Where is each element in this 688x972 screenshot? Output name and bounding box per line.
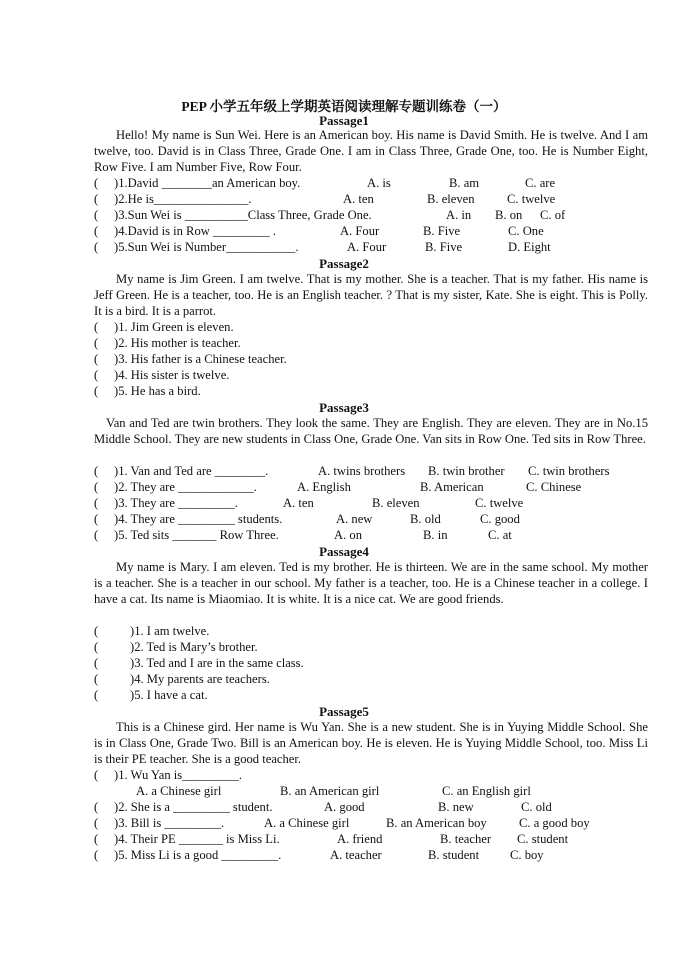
p5-question-4 [94, 831, 654, 847]
question-stem: )1. I am twelve. [130, 624, 210, 638]
p5-question-2 [94, 799, 654, 815]
passage-4-text: My name is Mary. I am eleven. Ted is my brother. He is thirteen. We are in the same school. My mother is a teacher. She is a teacher in our school. My father is a teacher, too. He is a Chinese teacher in a college. I have a cat. Its name is Miaomiao. It is white. It is a nice cat. We are good friends. [94, 560, 648, 606]
passage-1-heading: Passage1 [319, 113, 369, 128]
option-b: B. student [428, 848, 480, 862]
answer-bracket: ( [94, 496, 99, 510]
answer-bracket: ( [94, 768, 99, 782]
option-b: B. teacher [440, 832, 492, 846]
question-stem: )3. His father is a Chinese teacher. [114, 352, 287, 366]
p3-question-3 [94, 495, 654, 511]
option-c: C. student [517, 832, 569, 846]
answer-bracket: ( [94, 816, 99, 830]
answer-bracket: ( [94, 240, 99, 254]
question-stem: )1. Van and Ted are ________. [114, 464, 269, 478]
option-a: A. teacher [330, 848, 382, 862]
option-a: A. friend [337, 832, 383, 846]
question-stem: )3.Sun Wei is __________Class Three, Grade One. [114, 208, 372, 222]
p4-question-4 [94, 671, 654, 687]
answer-bracket: ( [94, 640, 99, 654]
p4-question-5 [94, 687, 654, 703]
option-c: C. Chinese [526, 480, 582, 494]
option-b: B. eleven [372, 496, 420, 510]
option-b: B. old [410, 512, 441, 526]
p2-question-2 [94, 335, 654, 351]
p4-question-3 [94, 655, 654, 671]
option-a: A. is [367, 176, 391, 190]
p5-question-3 [94, 815, 654, 831]
question-stem: )3. Bill is _________. [114, 816, 225, 830]
p1-question-1 [94, 175, 654, 191]
answer-bracket: ( [94, 480, 99, 494]
p2-question-1 [94, 319, 654, 335]
answer-bracket: ( [94, 672, 99, 686]
p3-question-2 [94, 479, 654, 495]
passage-1-text: Hello! My name is Sun Wei. Here is an American boy. His name is David Smith. He is twelve. And I am twelve, too. David is in Class Three, Grade One. I am in Class Three, Grade One, too. He is Number Eight, Row Five. I am Number Five, Row Four. [94, 128, 648, 174]
option-c: C. twin brothers [528, 464, 610, 478]
question-stem: )1. Jim Green is eleven. [114, 320, 234, 334]
option-b: B. American [420, 480, 484, 494]
question-stem: )5. I have a cat. [130, 688, 208, 702]
option-a: A. ten [343, 192, 374, 206]
question-stem: )4. My parents are teachers. [130, 672, 270, 686]
option-a: A. on [334, 528, 362, 542]
question-stem: )3. They are _________. [114, 496, 238, 510]
option-a: A. ten [283, 496, 314, 510]
answer-bracket: ( [94, 688, 99, 702]
option-c: C. twelve [475, 496, 524, 510]
question-stem: )2. Ted is Mary’s brother. [130, 640, 258, 654]
option-a: A. a Chinese girl [264, 816, 350, 830]
question-stem: )4.David is in Row _________ . [114, 224, 276, 238]
option-b: B. eleven [427, 192, 475, 206]
answer-bracket: ( [94, 512, 99, 526]
p4-question-2 [94, 639, 654, 655]
p1-question-3 [94, 207, 654, 223]
p1-question-4 [94, 223, 654, 239]
question-stem: )5. Ted sits _______ Row Three. [114, 528, 279, 542]
answer-bracket: ( [94, 224, 99, 238]
question-stem: )5.Sun Wei is Number___________. [114, 240, 299, 254]
passage-4-heading: Passage4 [319, 544, 369, 559]
question-stem: )2. His mother is teacher. [114, 336, 241, 350]
p2-question-3 [94, 351, 654, 367]
p2-question-5 [94, 383, 654, 399]
option-b: B. in [423, 528, 448, 542]
answer-bracket: ( [94, 656, 99, 670]
option-b: B. am [449, 176, 480, 190]
option-c: C. One [508, 224, 544, 238]
p2-question-4 [94, 367, 654, 383]
answer-bracket: ( [94, 464, 99, 478]
option-b: B. an American girl [280, 784, 380, 798]
question-stem: )1.David ________an American boy. [114, 176, 301, 190]
passage-2-heading: Passage2 [319, 256, 369, 271]
p4-question-1 [94, 623, 654, 639]
option-c: C. a good boy [519, 816, 590, 830]
passage-5-heading: Passage5 [319, 704, 369, 719]
option-a: A. in [446, 208, 472, 222]
p5-question-5 [94, 847, 654, 863]
p3-question-5 [94, 527, 654, 543]
option-c: C. boy [510, 848, 544, 862]
option-c: C. of [540, 208, 566, 222]
option-a: A. good [324, 800, 365, 814]
question-stem: )4. They are _________ students. [114, 512, 283, 526]
option-c: C. old [521, 800, 552, 814]
answer-bracket: ( [94, 368, 99, 382]
option-c: D. Eight [508, 240, 551, 254]
answer-bracket: ( [94, 800, 99, 814]
option-b: B. Five [423, 224, 461, 238]
answer-bracket: ( [94, 192, 99, 206]
p3-question-1 [94, 463, 654, 479]
answer-bracket: ( [94, 352, 99, 366]
option-b: B. new [438, 800, 474, 814]
option-b: B. on [495, 208, 523, 222]
option-c: C. twelve [507, 192, 556, 206]
option-a: A. Four [340, 224, 380, 238]
passage-3-text: Van and Ted are twin brothers. They look the same. They are English. They are eleven. They are in No.15 Middle School. They are new students in Class One, Grade One. Van sits in Row One. Ted sits in Row Three. [94, 416, 648, 446]
passage-2-text: My name is Jim Green. I am twelve. That is my mother. She is a teacher. That is my father. His name is Jeff Green. He is a teacher, too. He is an English teacher. ? That is my sister, Kate. She is eight. This is Polly. It is a bird. It is a parrot. [94, 272, 648, 318]
question-stem: )2. They are ____________. [114, 480, 257, 494]
option-c: C. are [525, 176, 556, 190]
p3-question-4 [94, 511, 654, 527]
question-stem: )4. His sister is twelve. [114, 368, 230, 382]
p1-question-5 [94, 239, 654, 255]
passage-3-heading: Passage3 [319, 400, 369, 415]
option-a: A. new [336, 512, 373, 526]
question-stem: )3. Ted and I are in the same class. [130, 656, 304, 670]
option-a: A. a Chinese girl [136, 784, 222, 798]
question-stem: )5. He has a bird. [114, 384, 201, 398]
p5-question-1 [94, 767, 654, 783]
option-b: B. twin brother [428, 464, 505, 478]
answer-bracket: ( [94, 208, 99, 222]
option-b: B. Five [425, 240, 463, 254]
answer-bracket: ( [94, 176, 99, 190]
p1-question-2 [94, 191, 654, 207]
worksheet-title: PEP 小学五年级上学期英语阅读理解专题训练卷（一） [181, 99, 507, 114]
option-c: C. an English girl [442, 784, 531, 798]
question-stem: )5. Miss Li is a good _________. [114, 848, 282, 862]
answer-bracket: ( [94, 336, 99, 350]
question-stem: )1. Wu Yan is_________. [114, 768, 243, 782]
option-a: A. Four [347, 240, 387, 254]
answer-bracket: ( [94, 528, 99, 542]
answer-bracket: ( [94, 624, 99, 638]
option-a: A. twins brothers [318, 464, 406, 478]
question-stem: )4. Their PE _______ is Miss Li. [114, 832, 280, 846]
option-b: B. an American boy [386, 816, 487, 830]
question-stem: )2.He is_______________. [114, 192, 252, 206]
question-stem: )2. She is a _________ student. [114, 800, 273, 814]
passage-5-text: This is a Chinese gird. Her name is Wu Yan. She is a new student. She is in Yuying Middle School. She is in Class One, Grade Two. Bill is an American boy. He is eleven. He is Yuying Middle School, too. Miss Li is their PE teacher. She is a good teacher. [94, 720, 648, 766]
answer-bracket: ( [94, 832, 99, 846]
option-a: A. English [297, 480, 351, 494]
option-c: C. good [480, 512, 520, 526]
answer-bracket: ( [94, 848, 99, 862]
p5-question-1-options [94, 783, 654, 799]
option-c: C. at [488, 528, 512, 542]
answer-bracket: ( [94, 384, 99, 398]
answer-bracket: ( [94, 320, 99, 334]
